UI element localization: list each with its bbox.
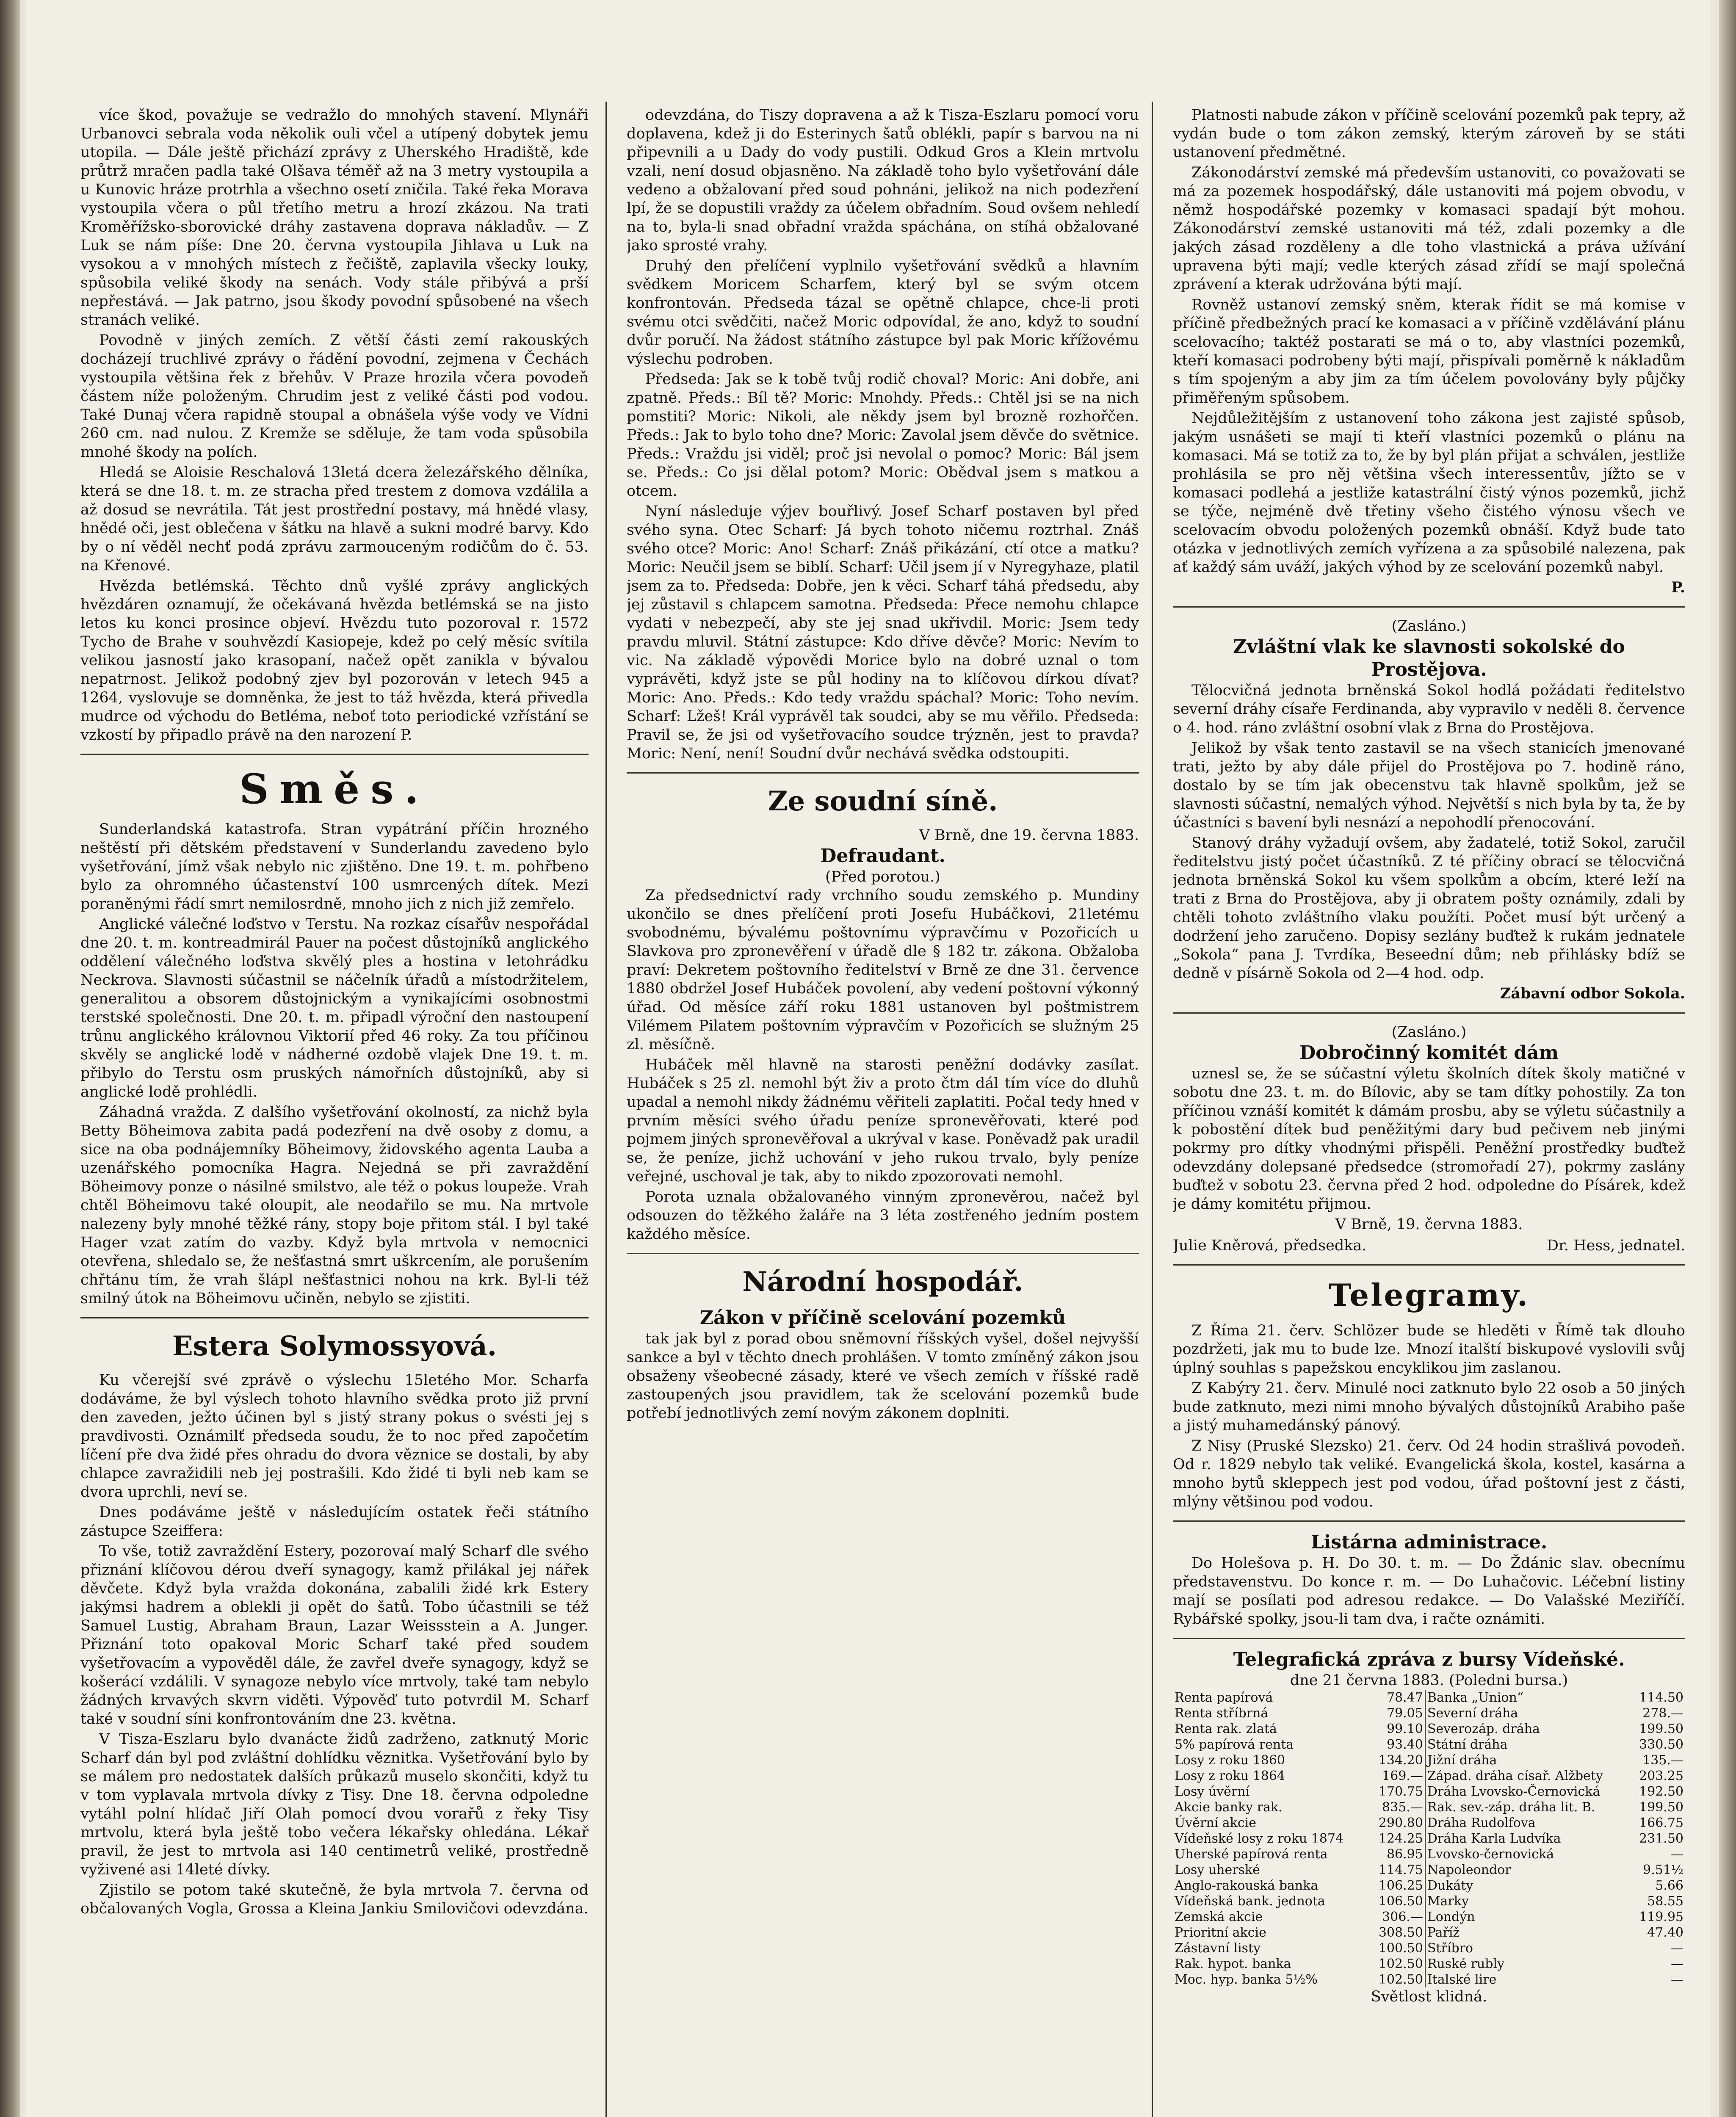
exchange-value: 199.50 (1639, 1800, 1683, 1815)
paragraph: Hubáček měl hlavně na starosti peněžní dodávky zasílat. Hubáček s 25 zl. nemohl být živ a proto čtm dál tím více do dluhů upadal a nemohl nikdy žádnému věřiteli zaplatiti. Počal tedy hned v prvním měsíci svého úřadu peníze spronevěřovati, které pod pojmem jiných spronevěřoval a ukrýval v kase. Poněvadž pak uradil se, že peníze, jichž uchování v jeho rukou trvalo, byly peníze veřejné, uschoval je tak, aby to nikdo zpozorovati nemohl. (627, 1056, 1139, 1185)
exchange-item: Losy úvěrní (1175, 1784, 1250, 1799)
exchange-item: Prioritní akcie (1175, 1925, 1266, 1940)
paragraph: uznesl se, že se súčastní výletu školních dítek školy matičné v sobotu dne 23. t. m. do Bílovic, aby se tam dítky pohostily. Za ton příčinou vznáší komitét k dámám prosbu, aby se výletu súčastnily a k pobostění dítek bud peněžitými dary bud pečivem neb jinými pokrmy pro dítky vhodnými přispěli. Peněžní prostředky buďtež odevzdány dolepsané předsedce (stromořadí 27), pokrmy zaslány buďtež v sobotu 23. června před 2 hod. odpoledne do Písárek, kdež je dámy komitétu přijmou. (1173, 1065, 1685, 1213)
exchange-value: 231.50 (1639, 1831, 1683, 1846)
exchange-value: 106.25 (1378, 1878, 1423, 1893)
exchange-row (1173, 1878, 1685, 1893)
paragraph: V Tisza-Eszlaru bylo dvanácte židů zadrženo, zatknutý Moric Scharf dán byl pod zvláštní dohlídku věznitka. Vyšetřování bylo by se málem pro nedostatek dalších průkazů muselo skončiti, když tu v tom vyplavala mrtvola dívky z Tisy. Dne 18. června odpoledne vytáhl polní hlídač Jiří Olah pomocí dvou vorařů z řeky Tisy mrtvolu, která byla ještě tobo večera lékařsky ohledána. Lékař pravil, že jest to mrtvola asi 140 centimetrů veliké, prostředně vyživené asi 14leté dívky. (80, 1731, 589, 1878)
exchange-row (1173, 1737, 1685, 1752)
exchange-value: 119.95 (1639, 1910, 1683, 1924)
exchange-value: 114.50 (1639, 1690, 1683, 1705)
exchange-row (1173, 1768, 1685, 1784)
signatures (1173, 1236, 1685, 1255)
section-divider (1173, 1264, 1685, 1266)
column-rule (1152, 102, 1153, 2117)
exchange-row (1173, 1846, 1685, 1862)
exchange-value: 290.80 (1378, 1816, 1423, 1830)
paragraph: více škod, považuje se vedražlo do mnohých stavení. Mlynáři Urbanovci sebrala voda několik ouli včel a utípený dobytek jemu utopila. — Dále ještě přichází zprávy z Uherského Hradiště, kde průtrž mračen padla také Olšava téměř až na 3 metry vystoupila a u Kunovic hráze protrhla a všechno osetí zničila. Také řeka Morava vystoupila včera o půl třetího metru a hrozí zkázou. Na trati Kroměřížsko-sborovické dráhy zastavena doprava nákladův. — Z Luk se nám píše: Dne 20. června vystoupila Jihlava u Luk na vysokou a v mnohých místech z řečiště, zaplavila všecky louky, spůsobila veliké škody na senách. Vody stále přibývá a prší nepřestává. — Jak patrno, jsou škody povodní spůsobené na všech stranách veliké. (80, 107, 589, 329)
exchange-item: Severní dráha (1425, 1705, 1631, 1721)
exchange-value: 47.40 (1647, 1925, 1683, 1940)
section-heading: Směs. (239, 765, 430, 813)
exchange-row (1173, 1909, 1685, 1925)
exchange-value: — (1671, 1957, 1683, 1971)
paragraph: tak jak byl z porad obou sněmovní říšských vyšel, došel nejvyšší sankce a byl v těchto dnech prohlášen. V tomto zmíněný zákon jsou obsaženy všeobecné zásady, které ve všech zemích v říšské radě zastoupených jsou pravidlem, tak že scelování pozemků bude potřebí jednotlivých zemí novým zákonem doplniti. (627, 1330, 1139, 1422)
exchange-item: Stříbro (1425, 1940, 1631, 1956)
paragraph: Nejdůležitějším z ustanovení toho zákona jest zajisté spůsob, jakým usnášeti se mají ti kteří vlastníci pozemků o plánu na komasaci. Má se totiž za to, že by byl plán přijat a schválen, jestliže prohlásila se pro něj většina všech interessentův, jížto se v komasaci podlehá a jestliže katastrální čistý výnos pozemků, jichž se týče, nejméně dvě třetiny všeho čistého výnosu všech ve scelovacím obvodu položených pozemků obnáší. Když bude tato otázka v jednotlivých zemích vyřízena a za spůsobilé nalezena, pak ať každý sám uváží, jakých výhod by ze scelování pozemků nabyl. (1173, 410, 1685, 576)
exchange-item: 5% papírová renta (1175, 1737, 1294, 1752)
exchange-value: 100.50 (1378, 1941, 1423, 1956)
paragraph: Z Kabýry 21. červ. Minulé noci zatknuto bylo 22 osob a 50 jiných bude zatknuto, mezi nimi mnoho bývalých důstojníků Arabiho paše a jistý muhamedánský pánový. (1173, 1380, 1685, 1434)
exchange-value: — (1671, 1941, 1683, 1956)
exchange-row (1173, 1690, 1685, 1705)
exchange-row (1173, 1893, 1685, 1909)
article-heading: Zákon v příčině scelování pozemků (700, 1307, 1066, 1329)
article-heading: Listárna administrace. (1310, 1531, 1548, 1553)
section-divider (1173, 1638, 1685, 1639)
exchange-row (1173, 1705, 1685, 1721)
exchange-row (1173, 1862, 1685, 1878)
column-left (80, 106, 589, 2117)
paragraph: Sunderlandská katastrofa. Stran vypátrání příčin hrozného neštěstí při dětském představení v Sunderlandu zavedeno bylo vyšetřování, jímž však nebylo nic zjištěno. Dne 19. t. m. pohřbeno bylo za ohromného účastenství 100 usmrcených dítek. Mezi poraněnými řádí smrt nemilosrdně, mnoho jich z nich již zemřelo. (80, 821, 589, 912)
paragraph: Porota uznala obžalovaného vinným zpronevěrou, načež byl odsouzen do těžkého žaláře na 3 léta zostřeného jedním postem každého měsíce. (627, 1188, 1139, 1243)
exchange-item: Rak. sev.-záp. dráha lit. B. (1425, 1799, 1631, 1815)
paragraph: Do Holešova p. H. Do 30. t. m. — Do Ždánic slav. obecnímu představenstvu. Do konce r. m. — Do Luhačovic. Léčební listiny mají se posílati pod adresou redakce. — Do Valašské Meziříčí. Rybářské spolky, jsou-li tam dva, i račte oznámiti. (1173, 1555, 1685, 1628)
exchange-item: Dráha Rudolfova (1425, 1815, 1631, 1831)
exchange-item: Vídeňská bank. jednota (1175, 1894, 1325, 1909)
paragraph: Hvězda betlémská. Těchto dnů vyšlé zprávy anglických hvězdáren oznamují, že očekávaná hvězda betlémská se na jisto letos ku konci prosince objeví. Hvězdu tuto pozoroval r. 1572 Tycho de Brahe v souhvězdí Kasiopeje, kdež po celý měsíc svítila velikou jasností jako krasopaní, načež opět zanikla v bývalou nepatrnost. Jelikož podobný zjev byl pozorován v letech 945 a 1264, vyslovuje se domněnka, že jest to táž hvězda, která přivedla mudrce od východu do Betléma, neboť toto periodické vzřístání se vzkostí by připadlo právě na den narození P. (80, 578, 589, 743)
section-divider (627, 1253, 1139, 1254)
exchange-value: 5.66 (1655, 1878, 1683, 1893)
exchange-value: 835.— (1382, 1800, 1423, 1815)
paragraph: Za předsednictví rady vrchního soudu zemského p. Mundiny ukončilo se dnes přelíčení proti Josefu Hubáčkovi, 21letému svobodnému, bývalému poštovnímu výpravčímu v Pozořicích u Slavkova pro zpronevěření v úřadě dle § 182 tr. zákona. Obžaloba praví: Dekretem poštovního ředitelství v Brně ze dne 31. července 1880 obdržel Josef Hubáček povolení, aby vedení poštovní výkonný úřad. Od měsíce září roku 1881 ustanoven byl poštmistrem Vilémem Pilatem poštovním výpravčím v Pozořicích se služným 25 zl. měsíčně. (627, 887, 1139, 1053)
exchange-value: 114.75 (1378, 1863, 1423, 1877)
article-heading: Estera Solymossyová. (172, 1330, 497, 1362)
footnote: Světlost klidná. (1371, 1988, 1487, 2005)
exchange-value: 102.50 (1378, 1957, 1423, 1971)
exchange-row (1173, 1784, 1685, 1799)
exchange-row (1173, 1721, 1685, 1737)
exchange-item: Uherské papírová renta (1175, 1847, 1328, 1862)
article-subheading: (Před porotou.) (825, 868, 940, 885)
notice-label: (Zasláno.) (1391, 1024, 1467, 1041)
exchange-item: Londýn (1425, 1909, 1631, 1925)
exchange-item: Banka „Union“ (1425, 1690, 1631, 1705)
exchange-value: 78.47 (1386, 1690, 1423, 1705)
exchange-item: Lvovsko-černovická (1425, 1846, 1631, 1862)
exchange-row (1173, 1799, 1685, 1815)
paragraph: Z Nisy (Pruské Slezsko) 21. červ. Od 24 hodin strašlivá povodeň. Od r. 1829 nebylo tak veliké. Evangelická škola, kostel, kasárna a mnoho bytů skleppech jest pod vodou, úřad poštovní jest z části, mlýny většinou pod vodou. (1173, 1437, 1685, 1510)
newspaper-page (25, 0, 1711, 2117)
paragraph: Dnes podáváme ještě v následujícím ostatek řeči státního zástupce Szeiffera: (80, 1504, 589, 1539)
dateline: V Brně, dne 19. června 1883. (919, 827, 1139, 844)
signature-left: Julie Kněrová, předsedka. (1173, 1237, 1367, 1254)
exchange-value: 278.— (1642, 1706, 1683, 1721)
exchange-value: 58.55 (1647, 1894, 1683, 1909)
exchange-row (1173, 1752, 1685, 1768)
paragraph: Záhadná vražda. Z dalšího vyšetřování okolností, za nichž byla Betty Böheimova zabita padá podezření na dvě osoby z domu, a sice na oba podnájemníky Böheimovy, židovského agenta Lauba a uzenářského pomocníka Hagra. Nejedná se při zavraždění Böheimovy ponze o násilné smilstvo, ale též o pokus loupeže. Vrah chtěl Böheimovu také oloupit, ale neodařilo se mu. Na mrtvole nalezeny byly mnohé těžké rány, stopy boje přitom stál. I byl také Hager vzat zatím do vazby. Když byla mrtvola v nemocnici otevřena, shledalo se, že nešťastná smrt uškrcením, ale porušením chřtánu tím, že vrah šlápl nešťastnici nohou na krk. Byl-li též smilný útok na Böheimovu učiněn, nebylo se zjistiti. (80, 1104, 589, 1307)
exchange-item: Paříž (1425, 1925, 1631, 1940)
paragraph: Hledá se Aloisie Reschalová 13letá dcera železářského dělníka, která se dne 18. t. m. ze stracha před trestem z domova vzdálila a až dosud se nevrátila. Tát jest prostřední postavy, má hnědé vlasy, hnědé oči, jest oblečena v šátku na hlavě a sukni modré barvy. Kdo by o ní věděl nechť podá zprávu zarmouceným rodičům do č. 53. na Křenové. (80, 464, 589, 574)
exchange-value: 9.51½ (1643, 1863, 1683, 1877)
exchange-row (1173, 1831, 1685, 1846)
exchange-item: Severozáp. dráha (1425, 1721, 1631, 1737)
exchange-item: Marky (1425, 1893, 1631, 1909)
exchange-value: 99.10 (1386, 1722, 1423, 1736)
paragraph: Nyní následuje výjev bouřlivý. Josef Scharf postaven byl před svého syna. Otec Scharf: Já bych tohoto ničemu roztrhal. Znáš svého otce? Moric: Ano! Scharf: Znáš přikázání, ctí otce a matku? Moric: Neučil jsem se biblí. Scharf: Učil jsem jí v Nyregyhaze, platil jsem za to. Předseda: Dobře, jen k věci. Scharf táhá předsedu, aby jej zůstavil s chlapcem samotna. Předseda: Přece nemohu chlapce vydati v nebezpečí, aby ste jej snad ukřivdil. Moric: Jsem tedy pravdu mluvil. Státní zástupce: Kdo dříve děvče? Moric: Nevím to vic. Na základě výpovědi Morice bylo na dobré uznal o tom vyprávěti, když jste se půl hodiny na to klíčovou dírkou dívat? Moric: Ano. Předs.: Kdo tedy vraždu spáchal? Moric: Toho nevím. Scharf: Lžeš! Král vyprávěl tak soudci, aby se mu věřilo. Předseda: Pravil se, že jsi od vyšetřovacího soudce trýzněn, jest to pravda? Moric: Není, není! Soudní dvůr nechává svědka odstoupiti. (627, 503, 1139, 762)
signature: Zábavní odbor Sokola. (1500, 985, 1685, 1002)
exchange-item: Jižní dráha (1425, 1752, 1631, 1768)
exchange-value: 169.— (1382, 1769, 1423, 1783)
paragraph: odevzdána, do Tiszy dopravena a až k Tisza-Eszlaru pomocí voru doplavena, kdež ji do Esterinych šatů oblékli, papír s barvou na ni připevnili a u Dady do vody pustili. Odkud Gros a Klein mrtvolu vzali, není dosud objasněno. Na základě toho bylo vyšetřování dále vedeno a obžalovaní před soud pohnáni, jelikož na nich podezření lpí, že se dopustili vraždy za účelem obřadním. Soud ovšem nehledí na to, byla-li snad obřadní vražda spáchána, on stíhá obžalované jako sprosté vrahy. (627, 107, 1139, 254)
section-divider (1173, 1012, 1685, 1014)
article-heading: Telegrafická zpráva z bursy Vídeňské. (1233, 1649, 1625, 1670)
column-right (1173, 106, 1685, 2117)
exchange-item: Napoleondor (1425, 1862, 1631, 1878)
exchange-value: 106.50 (1378, 1894, 1423, 1909)
paragraph: Ku včerejší své zprávě o výslechu 15letého Mor. Scharfa dodáváme, že byl výslech tohoto hlavního svědka proto již první den zaveden, ježto účinen byl s jistý strany pokus o svésti jej s pravdivosti. Oznámilť předseda soudu, že to noc před započetím líčení pře dva židé přes ohradu do dvora věznice se dostali, by aby chlapce zavražidili neb jej postrašili. Kdo židé ti byli neb kam se dvora uprchli, neví se. (80, 1372, 589, 1501)
exchange-row (1173, 1815, 1685, 1831)
paragraph: Stanový dráhy vyžadují ovšem, aby žadatelé, totiž Sokol, zaručil ředitelstvu jistý počet účastníků. Z té příčiny obrací se tělocvičná jednota brněnská Sokol ku všem spolkům a obcím, které leží na trati z Brna do Prostějova, aby ji obratem pošty oznámily, zdali by chtěli tohoto zvláštního vlaku použíti. Počet musí být určený a dodržení jeho zaručeno. Dopisy sezlány buďtež k rukám jednatele „Sokola“ pana J. Tvrdíka, Beseední dům; neb přihlásky bdíž se dedně v písárně Sokola od 2—4 hod. odp. (1173, 835, 1685, 982)
exchange-table (1173, 1690, 1685, 1987)
notice-label: (Zasláno.) (1391, 618, 1467, 635)
paragraph: Tělocvičná jednota brněnská Sokol hodlá požádati ředitelstvo severní dráhy císaře Ferdinanda, aby vypravilo v neděli 8. července o 4. hod. ráno zvláštní osobní vlak z Brna do Prostějova. (1173, 682, 1685, 736)
exchange-value: 308.50 (1378, 1925, 1423, 1940)
paragraph: Rovněž ustanoví zemský sněm, kterak řídit se má komise v příčině předbežných prací ke komasaci a v příčině vzdělávání plánu scelovacího; taktéž postarati se má o to, aby vlastníci pozemků, kteří komasaci podrobeny býti mají, přispívali poměrně k nákladům s tím spojeným a aby jim za tím účelem povolovány byly půjčky přiměřeným spůsobem. (1173, 296, 1685, 406)
section-divider (627, 772, 1139, 774)
paragraph: Předseda: Jak se k tobě tvůj rodič choval? Moric: Ani dobře, ani zpatně. Předs.: Bíl tě? Moric: Mnohdy. Předs.: Chtěl jsi se na nich pomstiti? Moric: Nikoli, ale někdy jsem byl brozně rozhořčen. Předs.: Jak to bylo toho dne? Moric: Zavolal jsem děvče do světnice. Předs.: Vraždu jsi viděl; proč jsi nevolal o pomoc? Moric: Bál jsem se. Předs.: Co jsi dělal potom? Moric: Obědval jsem s matkou a otcem. (627, 371, 1139, 500)
exchange-value: 135.— (1642, 1753, 1683, 1768)
exchange-value: — (1671, 1847, 1683, 1862)
page-edge-left (0, 0, 20, 2117)
section-divider (80, 754, 589, 755)
exchange-value: 134.20 (1378, 1753, 1423, 1768)
exchange-item: Úvěrní akcie (1175, 1816, 1256, 1830)
paragraph: Zákonodárství zemské má především ustanoviti, co považovati se má za pozemek hospodářský, dále ustanoviti má pojem obvodu, v němž hospodářské pozemky v komasaci spadají být mohou. Zákonodárství zemské ustanoviti má též, zdali pozemky a dle jakých zásad rozděleny a dle toho vlastnická a práva užívání upravena býti mají; vedle kterých zásad zřídí se mají společná zprávení a kterak udržována býti mají. (1173, 164, 1685, 293)
exchange-value: 306.— (1382, 1910, 1423, 1924)
dateline: V Brně, 19. června 1883. (1335, 1216, 1523, 1233)
section-heading: Telegramy. (1328, 1277, 1530, 1313)
article-heading: Zvláštní vlak ke slavnosti sokolské do Prostějova. (1233, 636, 1625, 680)
column-middle (627, 106, 1139, 2117)
exchange-value: 124.25 (1378, 1831, 1423, 1846)
exchange-item: Losy uherské (1175, 1863, 1260, 1877)
exchange-row (1173, 1940, 1685, 1956)
paragraph: Platnosti nabude zákon v příčině scelování pozemků pak tepry, až vydán bude o tom zákon zemský, kterým zároveň by se státi ustanovení předmětné. (1173, 107, 1685, 161)
exchange-item: Italské lire (1425, 1972, 1631, 1987)
paragraph: Druhý den přelíčení vyplnilo vyšetřování svědků a hlavním svědkem Moricem Scharfem, který byl se svým otcem konfrontován. Předseda tázal se opětně chlapce, chce-li proti svému otci svědčiti, načež Moric odpovídal, že ano, když to soudní dvůr poručí. Na žádost státního zástupce byl pak Moric křížovému výslechu podroben. (627, 257, 1139, 368)
paragraph: Anglické válečné loďstvo v Terstu. Na rozkaz císařův nespořádal dne 20. t. m. kontreadmirál Pauer na počest důstojníků anglického oddělení válečného loďstva skvělý ples a hostina v letohrádku Neckrova. Slavnosti súčastnil se náčelník úřadů a místodržitelem, generalitou a obsorem důstojnickým a vynikajícími osobnostmi terstské společnosti. Dne 20. t. m. připadl výroční den nastoupení trůnu anglického královnou Viktorií před 46 roky. Za tou příčinou skvěly se anglické lodě v nádherné ozdobě vlajek Dne 19. t. m. přibylo do Terstu osm pruských námořních důstojníků, aby si anglické lodě prohlédli. (80, 916, 589, 1100)
page-edge-right (1719, 0, 1736, 2117)
signature: P. (1671, 579, 1685, 596)
exchange-value: 102.50 (1378, 1972, 1423, 1987)
exchange-item: Zemská akcie (1175, 1910, 1263, 1924)
exchange-value: 192.50 (1639, 1784, 1683, 1799)
exchange-row (1173, 1956, 1685, 1972)
article-heading: Dobročinný komitét dám (1299, 1042, 1559, 1064)
paragraph: Zjistilo se potom také skutečně, že byla mrtvola 7. června od občalovaných Vogla, Grossa a Kleina Jankiu Smilovičovi odevzdána. (80, 1882, 589, 1917)
exchange-row (1173, 1925, 1685, 1940)
section-divider (1173, 606, 1685, 608)
paragraph: Jelikož by však tento zastavil se na všech stanicích jmenované trati, ježto by aby dále přijel do Prostějova po 7. hodině ráno, dostalo by se tím jak obecenstvu tak hlavně spolkům, jež se slavnosti súčastní, nemalých výhod. Největší s nich byla by ta, že by účastníci s bavení byli nesnází a nepohodlí přenocování. (1173, 740, 1685, 831)
dateline: dne 21 června 1883. (Poledni bursa.) (1290, 1672, 1568, 1689)
section-heading: Ze soudní síně. (768, 785, 998, 817)
exchange-value: 199.50 (1639, 1722, 1683, 1736)
exchange-item: Dukáty (1425, 1878, 1631, 1893)
exchange-item: Losy z roku 1864 (1175, 1769, 1285, 1783)
exchange-item: Dráha Lvovsko-Černovická (1425, 1784, 1631, 1799)
exchange-value: 93.40 (1386, 1737, 1423, 1752)
exchange-item: Moc. hyp. banka 5½% (1175, 1972, 1318, 1987)
exchange-value: 79.05 (1386, 1706, 1423, 1721)
exchange-row (1173, 1972, 1685, 1987)
exchange-value: 170.75 (1378, 1784, 1423, 1799)
exchange-value: 330.50 (1639, 1737, 1683, 1752)
paragraph: Povodně v jiných zemích. Z větší části zemí rakouských docházejí truchlivé zprávy o řádění povodní, zejmena v Čechách vystoupila většina řek z břehův. V Praze hrozila včera povodeň částem níže položeným. Chrudim jest z veliké části pod vodou. Také Dunaj včera rapidně stoupal a obnášela výše vody ve Vídni 260 cm. nad nulou. Z Kremže se sděluje, že tam voda spůsobila mnohé škody na polích. (80, 332, 589, 461)
exchange-item: Renta stříbrná (1175, 1706, 1269, 1721)
exchange-value: 203.25 (1639, 1769, 1683, 1783)
exchange-item: Akcie banky rak. (1175, 1800, 1283, 1815)
section-divider (1173, 1520, 1685, 1522)
section-divider (80, 1317, 589, 1318)
exchange-item: Státní dráha (1425, 1737, 1631, 1752)
paragraph: Z Říma 21. červ. Schlözer bude se hleděti v Římě tak dlouho pozdržeti, jak mu to bude lze. Mnozí italští biskupové vyslovili svůj úplný souhlas s papežskou encyklikou jim zaslanou. (1173, 1322, 1685, 1376)
exchange-item: Západ. dráha císař. Alžbety (1425, 1768, 1631, 1784)
column-rule (605, 102, 607, 2117)
exchange-item: Losy z roku 1860 (1175, 1753, 1285, 1768)
exchange-item: Renta rak. zlatá (1175, 1722, 1277, 1736)
exchange-item: Ruské rubly (1425, 1956, 1631, 1972)
exchange-item: Vídeňské losy z roku 1874 (1175, 1831, 1344, 1846)
section-heading: Národní hospodář. (742, 1266, 1023, 1298)
exchange-value: 166.75 (1639, 1816, 1683, 1830)
paragraph: To vše, totiž zavraždění Estery, pozorovaí malý Scharf dle svého přiznání klíčovou dérou dveří synagogy, kamž přilákal jej nářek děvčete. Když byla vražda dokonána, zabalili židé krk Estery jakýmsi hadrem a oblekli ji opět do šatů. Tobo účastnili se též Samuel Lustig, Abraham Braun, Lazar Weissstein a A. Junger. Přiznání toto opakoval Moric Scharf také před soudem vyšetřovacím a vypověděl dále, že zavřel dveře synagogy, když se košerácí vzdálili. V synagoze nebylo více mrtvoly, také tam nebylo žádných krvavých skvrn viděti. Výpověď tuto potvrdil M. Scharf také v soudní síni konfrontováním dne 23. května. (80, 1543, 589, 1727)
exchange-item: Anglo-rakouská banka (1175, 1878, 1319, 1893)
exchange-value: 86.95 (1386, 1847, 1423, 1862)
exchange-item: Dráha Karla Ludvíka (1425, 1831, 1631, 1846)
signature-right: Dr. Hess, jednatel. (1546, 1237, 1685, 1254)
exchange-item: Renta papírová (1175, 1690, 1273, 1705)
exchange-item: Rak. hypot. banka (1175, 1957, 1291, 1971)
exchange-value: — (1671, 1972, 1683, 1987)
exchange-item: Zástavní listy (1175, 1941, 1261, 1956)
article-heading: Defraudant. (820, 845, 945, 867)
